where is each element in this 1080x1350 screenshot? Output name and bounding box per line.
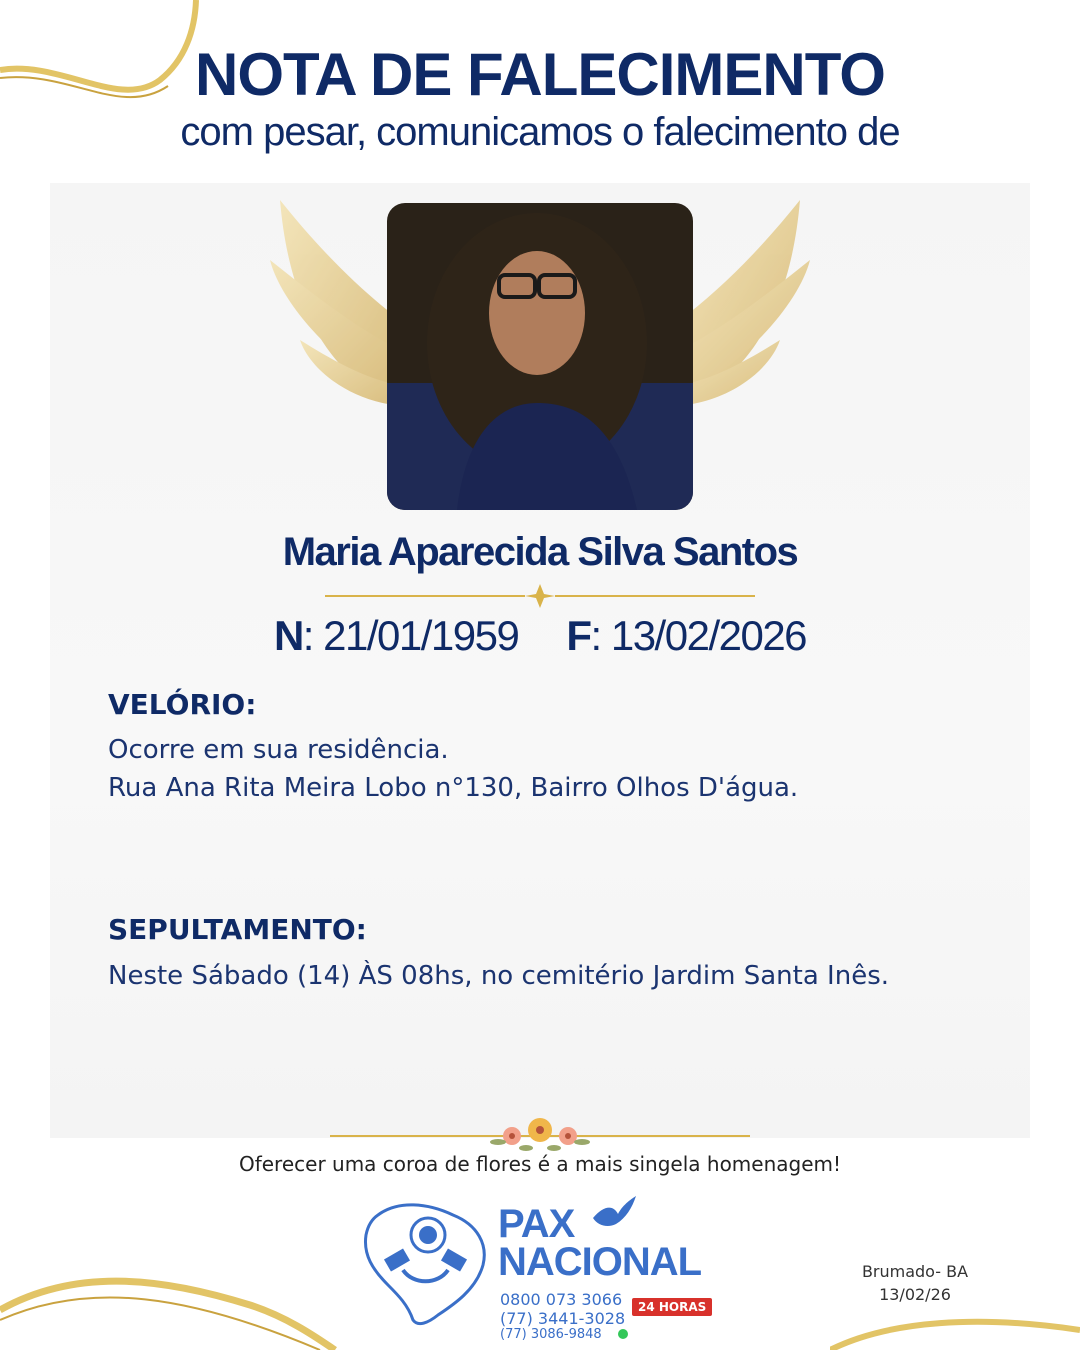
gold-swirl-bottom-right [830,1300,1080,1350]
location-date [840,1260,990,1306]
birth-label: N [273,612,303,659]
death-label: F [566,612,591,659]
wake-label: VELÓRIO: [108,688,257,721]
phone-landline: (77) 3441-3028 [500,1309,626,1328]
pax-nacional-logo-icon [358,1195,493,1330]
24h-badge: 24 HORAS [632,1298,712,1316]
burial-details: Neste Sábado (14) ÀS 08hs, no cemitério Jardim Santa Inês. [108,961,890,991]
gold-divider [325,584,755,608]
burial-label: SEPULTAMENTO: [108,913,367,946]
page-subtitle: com pesar, comunicamos o falecimento de [180,110,900,154]
flowers-icon [490,1108,590,1156]
whatsapp-icon [618,1329,628,1339]
birth-date: : 21/01/1959 [302,612,519,659]
page-title: NOTA DE FALECIMENTO [195,41,885,108]
brand-line-2: NACIONAL [498,1240,702,1284]
gold-swirl-bottom-left [0,1270,340,1350]
life-dates [0,612,1080,660]
dove-icon [588,1196,638,1236]
death-date: : 13/02/2026 [590,612,807,659]
homage-text: Oferecer uma coroa de flores é a mais singela homenagem! [238,1152,842,1176]
wake-address: Rua Ana Rita Meira Lobo n°130, Bairro Olhos D'água. [108,773,799,803]
phone-whatsapp: (77) 3086-9848 [500,1327,602,1342]
deceased-name: Maria Aparecida Silva Santos [282,530,798,574]
deceased-photo [387,203,693,510]
city: Brumado- BA [861,1262,969,1281]
phone-tollfree: 0800 073 3066 [500,1290,623,1309]
brand-line-1: PAX [498,1202,575,1246]
wake-line-1: Ocorre em sua residência. [108,735,449,765]
publish-date: 13/02/26 [879,1285,951,1304]
